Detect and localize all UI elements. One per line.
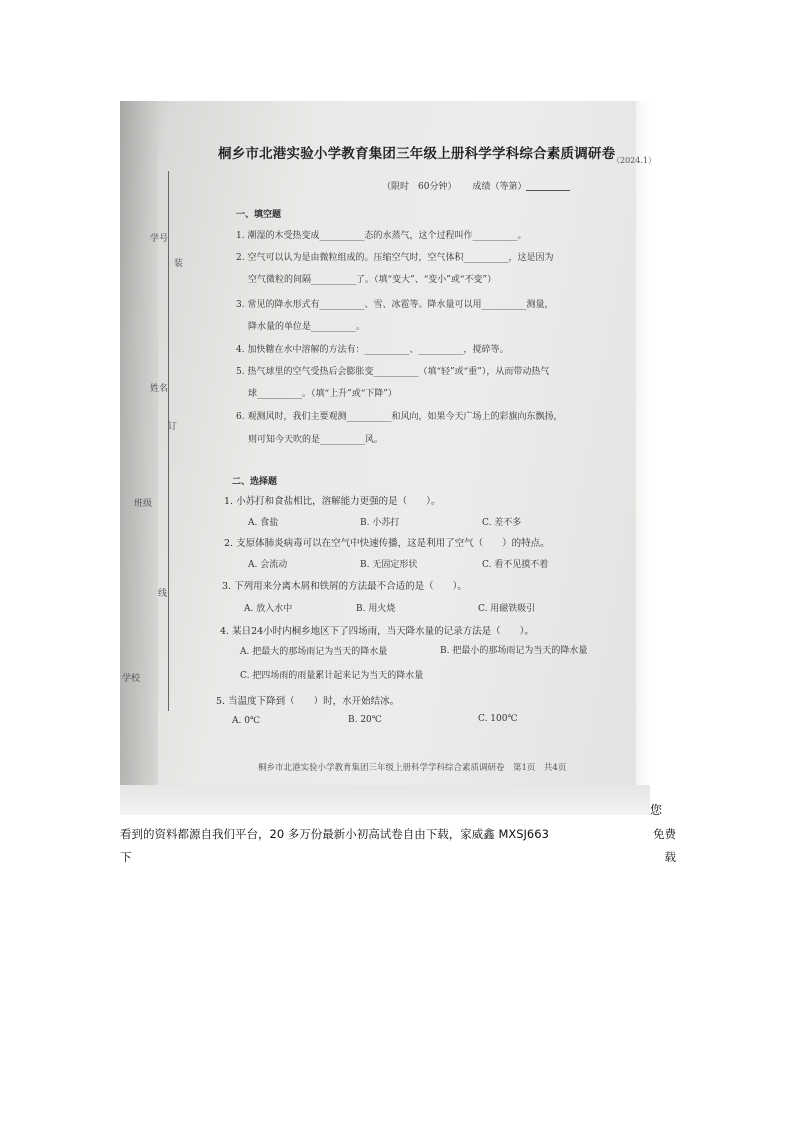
choice-q5-opt-b: B. 20℃ <box>348 715 382 725</box>
exam-title: 桐乡市北港实验小学教育集团三年级上册科学学科综合素质调研卷 <box>218 146 616 162</box>
school-label: 学校 <box>122 674 141 684</box>
ad-edge-char: 您 <box>650 803 663 817</box>
fill-q3-line1: 3. 常见的降水形式有__________、雪、冰雹等。降水量可以用__________测量， <box>236 300 554 310</box>
seal-char-mid: 订 <box>168 422 178 432</box>
exam-year: （2024.1） <box>612 156 656 165</box>
choice-q3-opt-c: C. 用磁铁吸引 <box>478 604 536 614</box>
ad-line-2-start: 下 <box>120 850 132 864</box>
exam-meta <box>382 179 570 192</box>
fill-q5-line2: 球__________。（填“上升”或“下降”） <box>248 389 397 399</box>
choice-q1-opt-a: A. 食盐 <box>248 518 279 528</box>
fill-q3-line2: 降水量的单位是__________。 <box>248 322 366 332</box>
class-label: 班级 <box>134 499 153 509</box>
fill-q4: 4. 加快糖在水中溶解的方法有：__________、__________，搅碎等。 <box>236 345 509 355</box>
choice-q4-opt-a: A. 把最大的那场雨记为当天的降水量 <box>240 647 388 657</box>
student-number-label: 学号 <box>150 234 169 244</box>
choice-q5-opt-a: A. 0℃ <box>232 716 261 726</box>
fill-q6-line1: 6. 观测风时，我们主要观测__________和风向，如果今天广场上的彩旗向东飘扬， <box>236 412 563 422</box>
choice-q1-opt-c: C. 差不多 <box>482 518 522 528</box>
fill-q1: 1. 潮湿的木受热变成__________态的水蒸气，这个过程叫作__________。 <box>236 231 527 241</box>
choice-q4-opt-c: C. 把四场雨的雨量累计起来记为当天的降水量 <box>240 671 424 681</box>
choice-q4-opt-b: B. 把最小的那场雨记为当天的降水量 <box>440 646 588 656</box>
choice-q4: 4. 某日24小时内桐乡地区下了四场雨，当天降水量的记录方法是（ ）。 <box>220 626 534 637</box>
choice-q2-opt-c: C. 看不见摸不着 <box>482 560 549 570</box>
choice-q3: 3. 下列用来分离木屑和铁屑的方法最不合适的是（ ）。 <box>222 581 467 592</box>
seal-char-bottom: 线 <box>158 589 168 599</box>
fill-q2-line1: 2. 空气可以认为是由微粒组成的。压缩空气时，空气体积__________，这是因为 <box>236 253 554 263</box>
photo-bottom-edge <box>120 785 650 815</box>
grade-label: 成绩（等第） <box>472 182 527 192</box>
exam-photo <box>120 101 656 815</box>
choice-q3-opt-a: A. 放入水中 <box>244 604 293 614</box>
choice-q1-opt-b: B. 小苏打 <box>360 518 400 528</box>
choice-q3-opt-b: B. 用火烧 <box>356 604 396 614</box>
grade-blank <box>526 182 570 191</box>
choice-q5-opt-c: C. 100℃ <box>478 714 518 724</box>
choice-q2-opt-b: B. 无固定形状 <box>360 560 418 570</box>
ad-line-1-end: 免费 <box>653 827 676 841</box>
choice-q2: 2. 支原体肺炎病毒可以在空气中快速传播，这是利用了空气（ ）的特点。 <box>224 538 550 549</box>
time-limit: （限时 60分钟） <box>382 182 457 192</box>
choice-q5: 5. 当温度下降到（ ）时，水开始结冰。 <box>216 696 400 707</box>
photo-left-shadow <box>120 101 158 815</box>
fill-q6-line2: 则可知今天吹的是__________风。 <box>248 435 384 445</box>
name-label: 姓名 <box>150 384 169 394</box>
section2-heading: 二、选择题 <box>232 477 278 487</box>
fill-q5-line1: 5. 热气球里的空气受热后会膨胀变__________（填“轻”或“重”），从而带动热气 <box>236 367 550 377</box>
section1-heading: 一、填空题 <box>236 210 282 220</box>
choice-q1: 1. 小苏打和食盐相比，溶解能力更强的是（ ）。 <box>224 496 441 507</box>
ad-line-2-end: 载 <box>664 850 676 864</box>
photo-page-edge <box>636 101 650 815</box>
ad-line-1-text: 看到的资料都源自我们平台，20 多万份最新小初高试卷自由下载，家威鑫 MXSJ663 <box>120 827 549 841</box>
seal-char-top: 装 <box>174 259 184 269</box>
binding-line <box>168 171 169 711</box>
fill-q2-line2: 空气微粒的间隔__________了。（填“变大”、“变小”或“不变”） <box>248 275 497 285</box>
page-footer: 桐乡市北港实验小学教育集团三年级上册科学学科综合素质调研卷 第1页 共4页 <box>258 763 567 773</box>
choice-q2-opt-a: A. 会流动 <box>248 560 288 570</box>
